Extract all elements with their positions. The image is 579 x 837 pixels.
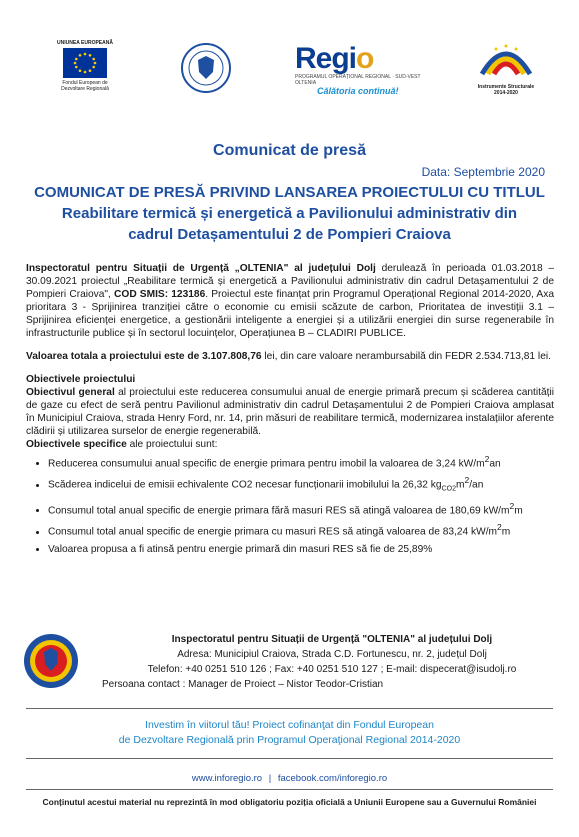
general-objective — [26, 386, 554, 438]
contact-person: Persoana contact : Manager de Proiect – Nistor Teodor-Cristian — [102, 679, 384, 690]
specific-text: ale proiectului sunt: — [126, 439, 218, 450]
is-label: Instrumente Structurale — [477, 84, 535, 90]
divider — [26, 789, 553, 790]
web-links — [0, 773, 579, 784]
government-logo — [180, 42, 232, 94]
list-item: • Consumul total anual specific de energie primara cu masuri RES să atingă valoarea de 83,24 $kW/m^2m$ — [48, 521, 554, 538]
eu-flag-icon — [63, 48, 107, 78]
contact-address: Adresa: Municipiul Craiova, Strada C.D. Fortunescu, nr. 2, județul Dolj — [177, 649, 487, 660]
intro-smis: COD SMIS: 123186 — [114, 289, 206, 300]
divider — [26, 758, 553, 759]
eu-label: UNIUNEA EUROPEANĂ — [57, 40, 113, 46]
press-body — [26, 262, 554, 560]
page-title: Comunicat de presă — [213, 142, 366, 159]
value-rest: lei, din care valoare nerambursabilă din FEDR 2.534.713,81 lei. — [261, 351, 551, 362]
general-text: al proiectului este reducerea consumului anual de energie primară precum și scăderea cantității de gaze cu efect de seră pentru Pavilionul administrativ din cadrul Detașamentului 2 de Pompieri Craiova amplasat în Municipiul Craiova, strada Henry Ford, nr. 14, prin măsuri de reabilitare termică, modernizarea instalațiilor aferente clădirii și utilizarea surselor de energie regenerabilă. — [26, 387, 555, 437]
release-date: Data: Septembrie 2020 — [421, 165, 545, 179]
list-item: • Consumul total anual specific de energie primara fără masuri RES să atingă valoarea de 180,69 $kW/m^2m$ — [48, 500, 554, 517]
contact-organization: Inspectoratul pentru Situații de Urgență "OLTENIA" al județului Dolj — [171, 634, 493, 645]
objectives-heading: Obiectivele proiectului — [26, 374, 136, 385]
objectives-list — [26, 453, 554, 556]
government-seal-icon — [180, 42, 232, 94]
regio-logo — [295, 44, 425, 96]
eu-logo — [55, 40, 115, 92]
list-item: • Scăderea indicelui de emisii echivalente CO2 necesar funcționarii imobilului la 26,32 $kg_{CO2}m^2/an$ — [48, 474, 554, 495]
specific-label: Obiectivele specifice — [26, 439, 127, 450]
intro-org: Inspectoratul pentru Situații de Urgență „OLTENIA" al județului Dolj — [26, 263, 376, 274]
contact-phone: Telefon: +40 0251 510 126 ; Fax: +40 0251 510 127 ; E-mail: dispecerat@isudolj.ro — [147, 664, 517, 675]
intro-paragraph — [26, 262, 554, 340]
invest-slogan — [0, 718, 579, 748]
contact-block — [22, 632, 562, 692]
intro-text-2: . Proiectul este finanțat prin Programul Operațional Regional 2014-2020, Axa prioritara 3 - Sprijinirea tranziției către o economie cu emisii scăzute de carbon, Prioritatea de investiții 3.1 – Sprijinirea eficienței energetice, a gestionării inteligente a energiei și a utilizării energiei din surse regenerabile în infrastructurile publice și în sectorul locuințelor, Operațiunea B – CLADIRI PUBLICE. — [26, 289, 554, 339]
regio-subtitle: PROGRAMUL OPERAȚIONAL REGIONAL · SUD-VEST OLTENIA — [295, 74, 421, 86]
disclaimer: Conținutul acestui material nu reprezintă în mod obligatoriu poziția oficială a Uniunii Europene sau a Guvernului României — [42, 797, 537, 807]
list-item: • Valoarea propusa a fi atinsă pentru energie primară din masuri RES să fie de 25,89% — [48, 543, 554, 556]
website-link[interactable]: www.inforegio.ro — [191, 773, 263, 784]
general-label: Obiectivul general — [26, 387, 115, 398]
headline-line-2: Reabilitare termică și energetică a Pavilionului administrativ din — [61, 205, 518, 222]
regio-o: o — [356, 42, 374, 75]
fund-label: Fondul European de Dezvoltare Regională — [61, 80, 109, 92]
value-paragraph — [26, 350, 554, 363]
regio-tagline: Călătoria continuă! — [317, 86, 399, 96]
intro-text-1: derulează în perioada 01.03.2018 – 30.09.2021 proiectul „Reabilitare termică și energetică a Pavilionului administrativ din cadrul Detașamentului 2 de Pompieri Craiova", — [26, 263, 554, 300]
list-item: • Reducerea consumului anual specific de energie primara pentru imobil la valoarea de 3,24 $kW/m^2an$ — [48, 453, 554, 470]
structural-instruments-icon — [476, 40, 536, 82]
structural-instruments-logo — [468, 40, 544, 96]
headline — [20, 182, 559, 245]
facebook-link[interactable]: facebook.com/inforegio.ro — [277, 773, 388, 784]
specific-objectives — [26, 438, 554, 451]
isu-seal-icon — [22, 632, 80, 690]
link-separator: | — [268, 773, 272, 784]
logo-bar — [0, 40, 579, 110]
headline-line-1: COMUNICAT DE PRESĂ PRIVIND LANSAREA PROIECTULUI CU TITLUL — [34, 184, 545, 201]
value-bold: Valoarea totala a proiectului este de 3.107.808,76 — [26, 351, 262, 362]
headline-line-3: cadrul Detașamentului 2 de Pompieri Craiova — [128, 226, 451, 243]
invest-line-1: Investim în viitorul tău! Proiect cofinanţat din Fondul European — [145, 719, 434, 731]
invest-line-2: de Dezvoltare Regională prin Programul Operaţional Regional 2014-2020 — [118, 734, 461, 746]
regio-word: Regi — [295, 42, 357, 75]
is-years: 2014-2020 — [494, 90, 518, 96]
divider — [26, 708, 553, 709]
